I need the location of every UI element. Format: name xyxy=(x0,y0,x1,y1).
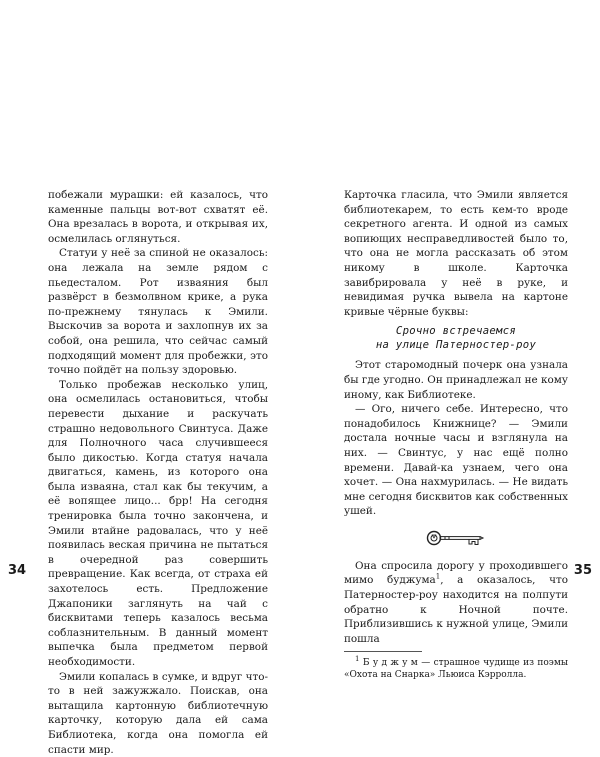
footnote-reference[interactable]: 1 xyxy=(435,573,441,581)
paragraph: Карточка гласила, что Эмили является библиотекарем, то есть кем-то вроде секретного агента. И одной из самых вопиющих несправедливостей было то, что она не могла рассказать об этом никому в школе. Карточка завибрировала у неё в руке, и невидимая ручка вывела на картоне кривые чёрные буквы: xyxy=(344,189,568,318)
paragraph: побежали мурашки: ей казалось, что каменные пальцы вот-вот схватят её. Она врезалась в ворота, и открывая их, осмелилась оглянуться. xyxy=(48,189,268,245)
section-divider xyxy=(344,529,568,547)
paragraph: Этот старомодный почерк она узнала бы где угодно. Он принадлежал не кому иному, как Библиотеке. xyxy=(344,359,568,401)
footnote-marker: 1 xyxy=(355,655,360,664)
paragraph: — Ого, ничего себе. Интересно, что понадобилось Книжнице? — Эмили достала ночные часы и взглянула на них. — Свинтус, у нас ещё полно времени. Давай-ка узнаем, чего она хочет. — Она нахмурилась. — Не видать мне сегодня бисквитов как собственных ушей. xyxy=(344,403,568,518)
right-text-column xyxy=(344,188,568,681)
left-page xyxy=(0,0,300,756)
paragraph: Эмили копалась в сумке, и вдруг что-то в ней зажужжало. Поискав, она вытащила картонную библиотечную карточку, которую дала ей сама Библиотека, когда она помогла ей спасти мир. xyxy=(48,670,268,756)
paragraph xyxy=(344,559,568,647)
page-number: 35 xyxy=(573,563,592,578)
paragraph-text: , а оказалось, что Патерностер-роу находится на полпути обратно к Ночной почте. Приблизившись к нужной улице, Эмили пошла xyxy=(344,574,568,645)
paragraph-text: Она спросила дорогу у проходившего мимо буджума xyxy=(344,559,568,587)
handwritten-note-line: на улице Патерностер-роу xyxy=(375,339,537,352)
footnote-text: Б у д ж у м — страшное чудище из поэмы «Охота на Снарка» Льюиса Кэрролла. xyxy=(344,658,568,681)
footnote xyxy=(344,657,568,681)
handwritten-note-line: Срочно встречаемся xyxy=(395,325,517,338)
handwritten-note xyxy=(344,324,568,352)
key-icon xyxy=(425,529,487,547)
paragraph: Только пробежав несколько улиц, она осмелилась остановиться, чтобы перевести дыхание и раскучать страшно недовольного Свинтуса. Даже для Полночного часа случившееся было дикостью. Когда статуя начала двигаться, камень, из которого она была изваяна, стал как бы текучим, а её вопящее лицо... брр! На сегодня тренировка была точно закончена, и Эмили втайне радовалась, что у неё появилась веская причина не пытаться в очередной раз совершить превращение. Как всегда, от страха ей захотелось есть. Предложение Джапоники заглянуть на чай с бисквитами теперь казалось весьма соблазнительным. В данный момент выпечка была предметом первой необходимости. xyxy=(48,378,268,668)
paragraph: Статуи у неё за спиной не оказалось: она лежала на земле рядом с пьедесталом. Рот изваяния был развёрст в безмолвном крике, а рука по-прежнему тянулась к Эмили. Выскочив за ворота и захлопнув их за собой, она решила, что сейчас самый подходящий момент для пробежки, это точно пойдёт на пользу здоровью. xyxy=(48,247,268,377)
left-text-column xyxy=(48,188,268,757)
right-page xyxy=(300,0,600,750)
footnote-divider xyxy=(344,651,422,652)
page-number: 34 xyxy=(8,563,27,578)
